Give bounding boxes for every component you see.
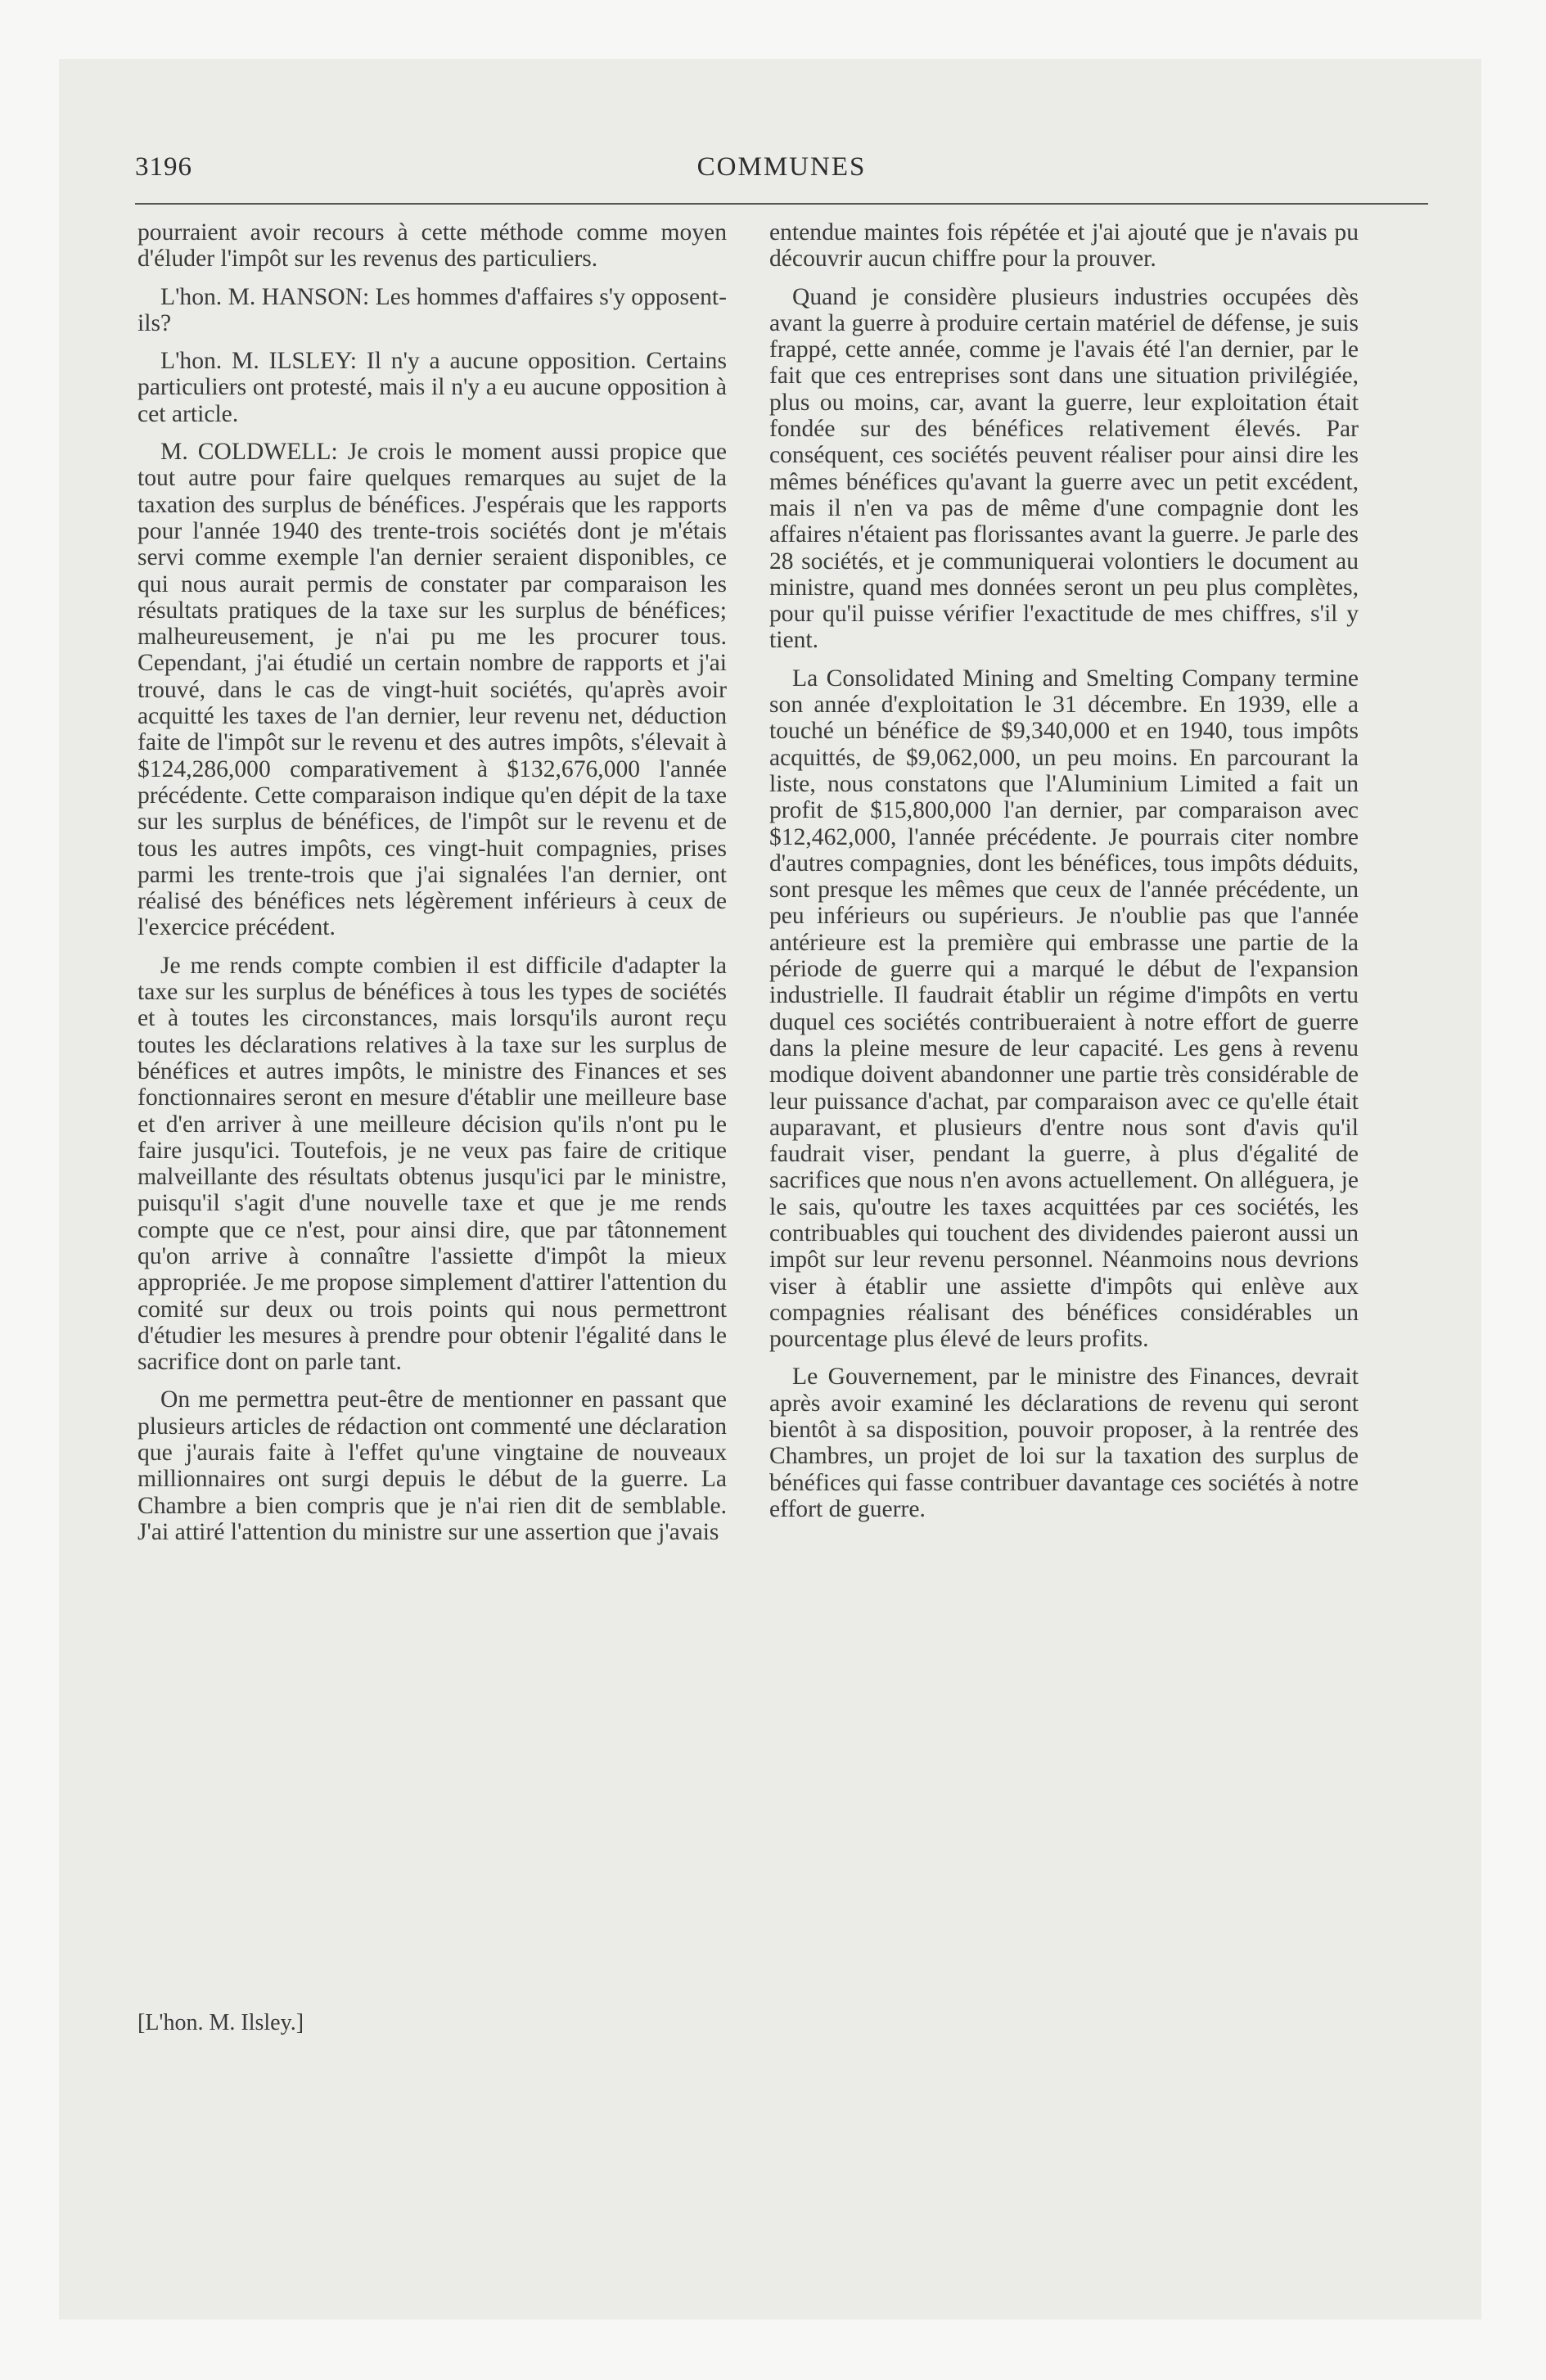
paragraph: La Consolidated Mining and Smelting Company termine son année d'exploitation le 31 décembre. En 1939, elle a touché un bénéfice de $9,340,000 et en 1940, tous impôts acquittés, de $9,062,000, un peu moins. En parcourant la liste, nous constatons que l'Aluminium Limited a fait un profit de $15,800,000 l'an dernier, par comparaison avec $12,462,000, l'année précédente. Je pourrais citer nombre d'autres compagnies, dont les bénéfices, tous impôts déduits, sont presque les mêmes que ceux de l'année précédente, un peu inférieurs ou supérieurs. Je n'oublie pas que l'année antérieure est la première qui embrasse une partie de la période de guerre qui a marqué le début de l'expansion industrielle. Il faudrait établir un régime d'impôts en vertu duquel ces sociétés contribueraient à notre effort de guerre dans la pleine mesure de leur capacité. Les gens à revenu modique doivent abandonner une partie très considérable de leur puissance d'achat, par comparaison avec ce qu'elle était auparavant, et plusieurs d'entre nous sont d'avis qu'il faudrait viser, pendant la guerre, à plus d'égalité de sacrifices que nous n'en avons actuellement. On alléguera, je le sais, qu'outre les taxes acquittées par ces sociétés, les contribuables qui touchent des dividendes paieront aussi un impôt sur leur revenu personnel. Néanmoins nous devrions viser à établir une assiette d'impôts qui enlève aux compagnies réalisant des bénéfices considérables un pourcentage plus élevé de leurs profits. <box>769 665 1359 1353</box>
page-number: 3196 <box>135 152 192 182</box>
paragraph: entendue maintes fois répétée et j'ai ajouté que je n'avais pu découvrir aucun chiffre pour la prouver. <box>769 219 1359 273</box>
paragraph: L'hon. M. ILSLEY: Il n'y a aucune opposition. Certains particuliers ont protesté, mais il n'y a eu aucune opposition à cet article. <box>137 348 727 427</box>
left-column <box>137 219 727 1557</box>
paragraph: pourraient avoir recours à cette méthode comme moyen d'éluder l'impôt sur les revenus des particuliers. <box>137 219 727 273</box>
paragraph: Le Gouvernement, par le ministre des Finances, devrait après avoir examiné les déclarations de revenu qui seront bientôt à sa disposition, pouvoir proposer, à la rentrée des Chambres, un projet de loi sur la taxation des surplus de bénéfices qui fasse contribuer davantage ces sociétés à notre effort de guerre. <box>769 1364 1359 1522</box>
header-rule <box>135 203 1428 205</box>
paragraph: L'hon. M. HANSON: Les hommes d'affaires s'y opposent-ils? <box>137 283 727 336</box>
paragraph: M. COLDWELL: Je crois le moment aussi propice que tout autre pour faire quelques remarques au sujet de la taxation des surplus de bénéfices. J'espérais que les rapports pour l'année 1940 des trente-trois sociétés dont je m'étais servi comme exemple l'an dernier seraient disponibles, ce qui nous aurait permis de constater par comparaison les résultats pratiques de la taxe sur les surplus de bénéfices; malheureusement, je n'ai pu me les procurer tous. Cependant, j'ai étudié un certain nombre de rapports et j'ai trouvé, dans le cas de vingt-huit sociétés, qu'après avoir acquitté les taxes de l'an dernier, leur revenu net, déduction faite de l'impôt sur le revenu et des autres impôts, s'élevait à $124,286,000 comparativement à $132,676,000 l'année précédente. Cette comparaison indique qu'en dépit de la taxe sur les surplus de bénéfices, de l'impôt sur le revenu et de tous les autres impôts, ces vingt-huit compagnies, prises parmi les trente-trois que j'ai signalées l'an dernier, ont réalisé des bénéfices nets légèrement inférieurs à ceux de l'exercice précédent. <box>137 439 727 941</box>
paragraph: Je me rends compte combien il est difficile d'adapter la taxe sur les surplus de bénéfices à tous les types de sociétés et à toutes les circonstances, mais lorsqu'ils auront reçu toutes les déclarations relatives à la taxe sur les surplus de bénéfices et autres impôts, le ministre des Finances et ses fonctionnaires seront en mesure d'établir une meilleure base et d'en arriver à une meilleure décision qu'ils n'ont pu le faire jusqu'ici. Toutefois, je ne veux pas faire de critique malveillante des résultats obtenus jusqu'ici par le ministre, puisqu'il s'agit d'une nouvelle taxe et que je me rends compte que ce n'est, pour ainsi dire, que par tâtonnement qu'on arrive à connaître l'assiette d'impôt la mieux appropriée. Je me propose simplement d'attirer l'attention du comité sur deux ou trois points qui nous permettront d'étudier les mesures à prendre pour obtenir l'égalité dans le sacrifice dont on parle tant. <box>137 952 727 1376</box>
speaker-attribution: [L'hon. M. Ilsley.] <box>137 2010 304 2035</box>
right-column <box>769 219 1359 1534</box>
running-head <box>135 152 1428 185</box>
paragraph: On me permettra peut-être de mentionner en passant que plusieurs articles de rédaction ont commenté une déclaration que j'aurais faite à l'effet qu'une vingtaine de nouveaux millionnaires ont surgi depuis le début de la guerre. La Chambre a bien compris que je n'ai rien dit de semblable. J'ai attiré l'attention du ministre sur une assertion que j'avais <box>137 1386 727 1545</box>
page-heading: COMMUNES <box>696 152 867 182</box>
paragraph: Quand je considère plusieurs industries occupées dès avant la guerre à produire certain matériel de défense, je suis frappé, cette année, comme je l'avais été l'an dernier, par le fait que ces entreprises sont dans une situation privilégiée, plus ou moins, car, avant la guerre, leur exploitation était fondée sur des bénéfices relativement élevés. Par conséquent, ces sociétés peuvent réaliser pour ainsi dire les mêmes bénéfices qu'avant la guerre avec un petit excédent, mais il n'en va pas de même d'une compagnie dont les affaires n'étaient pas florissantes avant la guerre. Je parle des 28 sociétés, et je communiquerai volontiers le document au ministre, quand mes données seront un peu plus complètes, pour qu'il puisse vérifier l'exactitude de mes chiffres, s'il y tient. <box>769 283 1359 654</box>
